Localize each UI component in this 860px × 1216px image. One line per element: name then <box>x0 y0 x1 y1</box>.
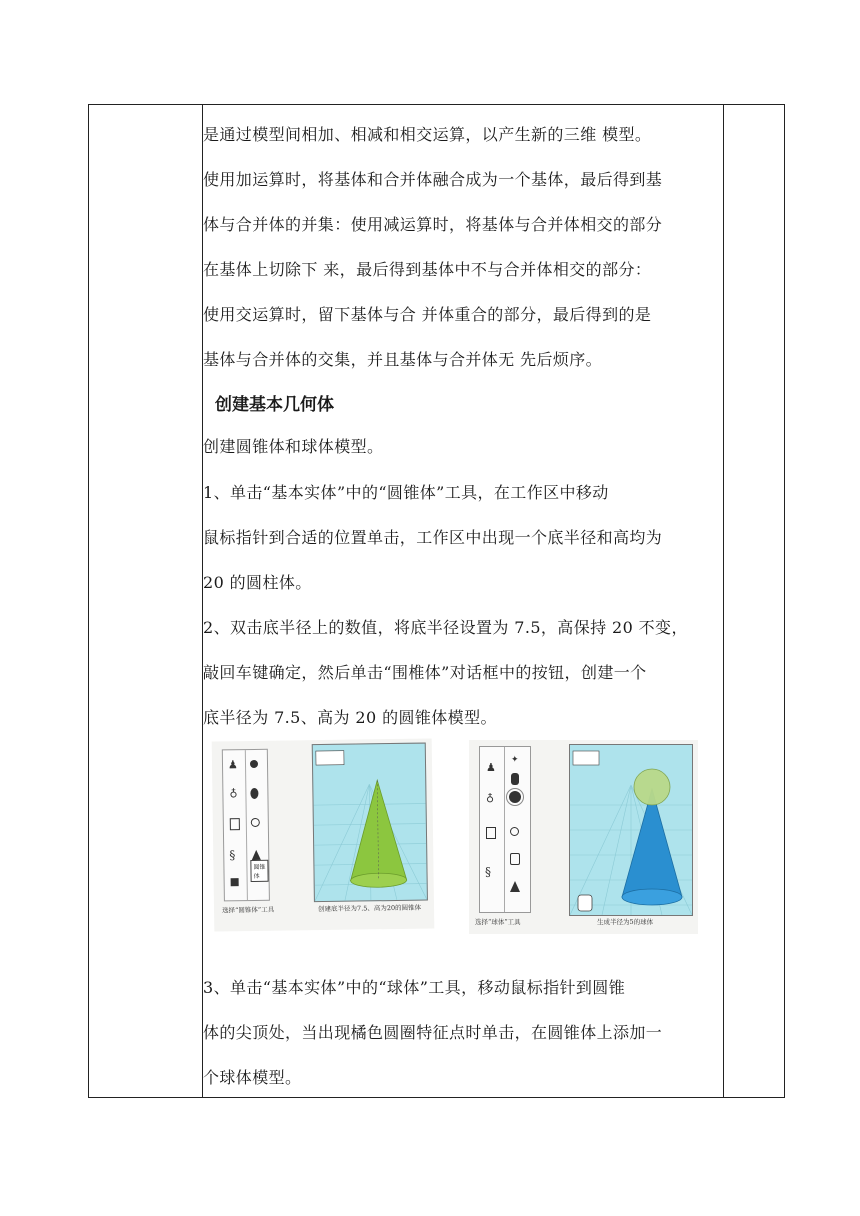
sphere-shape <box>634 769 670 805</box>
workspace-grid <box>570 745 692 915</box>
shape-tool-icon[interactable]: ♟ <box>227 758 238 772</box>
workspace-viewport[interactable] <box>569 744 693 916</box>
table-column-divider-right <box>723 105 724 1097</box>
tooltip-box: 圆锥体 <box>250 860 268 882</box>
ring-tool-icon[interactable] <box>510 827 519 836</box>
document-table <box>88 104 785 1098</box>
workspace-viewport[interactable] <box>312 743 428 903</box>
section-heading: 创建基本几何体 <box>215 395 334 415</box>
intro-text: 创建圆锥体和球体模型。 <box>203 437 384 456</box>
paragraph-line: 体与合并体的并集：使用减运算时，将基体与合并体相交的部分 <box>203 215 663 234</box>
box-tool-icon[interactable] <box>230 818 240 830</box>
caption-result: 创建底半径为7.5、高为20的圆锥体 <box>317 903 422 914</box>
step-3-line: 个球体模型。 <box>203 1068 302 1087</box>
paragraph-line: 基体与合并体的交集，并且基体与合并体无 先后烦序。 <box>203 350 603 369</box>
sphere-tool-icon[interactable] <box>250 760 258 768</box>
paragraph-line: 使用交运算时，留下基体与合 并体重合的部分，最后得到的是 <box>203 305 652 324</box>
torus-tool-icon[interactable]: ♁ <box>229 786 238 800</box>
step-2-line: 2、双击底半径上的数值，将底半径设置为 7.5，高保持 20 不变， <box>203 618 688 637</box>
settings-tool-icon[interactable]: ✦ <box>511 755 519 765</box>
box-tool-icon[interactable] <box>486 827 496 839</box>
step-3-line: 体的尖顶处，当出现橘色圆圈特征点时单击，在圆锥体上添加一 <box>203 1023 663 1042</box>
figure-sphere-creation <box>469 740 698 934</box>
step-1-line: 1、单击“基本实体”中的“圆锥体”工具，在工作区中移动 <box>203 483 609 502</box>
cylinder-tool-icon[interactable] <box>511 773 519 785</box>
spiral-tool-icon[interactable]: § <box>485 865 491 879</box>
workspace-grid <box>313 744 427 902</box>
ellipsoid-tool-icon[interactable] <box>250 788 258 799</box>
step-1-line: 鼠标指针到合适的位置单击，工作区中出现一个底半径和高均为 <box>203 528 663 547</box>
step-3-line: 3、单击“基本实体”中的“球体”工具，移动鼠标指针到圆锥 <box>203 978 626 997</box>
step-2-line: 底半径为 7.5、高为 20 的圆锥体模型。 <box>203 708 497 727</box>
caption-tool: 选择“球体”工具 <box>475 918 521 926</box>
paragraph-line: 是通过模型间相加、相减和相交运算，以产生新的三维 模型。 <box>203 125 652 144</box>
step-1-line: 20 的圆柱体。 <box>203 573 312 592</box>
step-2-line: 敲回车键确定，然后单击“围椎体”对话框中的按钮，创建一个 <box>203 663 647 682</box>
toolbar-panel <box>222 749 270 902</box>
paragraph-line: 使用加运算时，将基体和合并体融合成为一个基体，最后得到基 <box>203 170 663 189</box>
caption-tool: 选择“圆锥体”工具 <box>221 905 275 915</box>
toolbar-panel <box>479 746 531 913</box>
shape-tool-icon[interactable]: ♟ <box>486 761 496 774</box>
cone-tool-icon[interactable] <box>510 881 520 892</box>
ring-tool-icon[interactable] <box>251 818 260 827</box>
paragraph-line: 在基体上切除下 来，最后得到基体中不与合并体相交的部分： <box>203 260 652 279</box>
cylinder-outline-icon[interactable] <box>510 853 520 865</box>
table-column-divider-left <box>202 105 203 1097</box>
caption-result: 生成半径为5的球体 <box>597 918 654 926</box>
cube-tool-icon[interactable] <box>231 878 239 886</box>
spiral-tool-icon[interactable]: § <box>229 848 236 863</box>
torus-tool-icon[interactable]: ♁ <box>486 791 495 804</box>
figure-cone-creation <box>212 738 435 931</box>
sphere-tool-icon[interactable] <box>509 791 521 803</box>
